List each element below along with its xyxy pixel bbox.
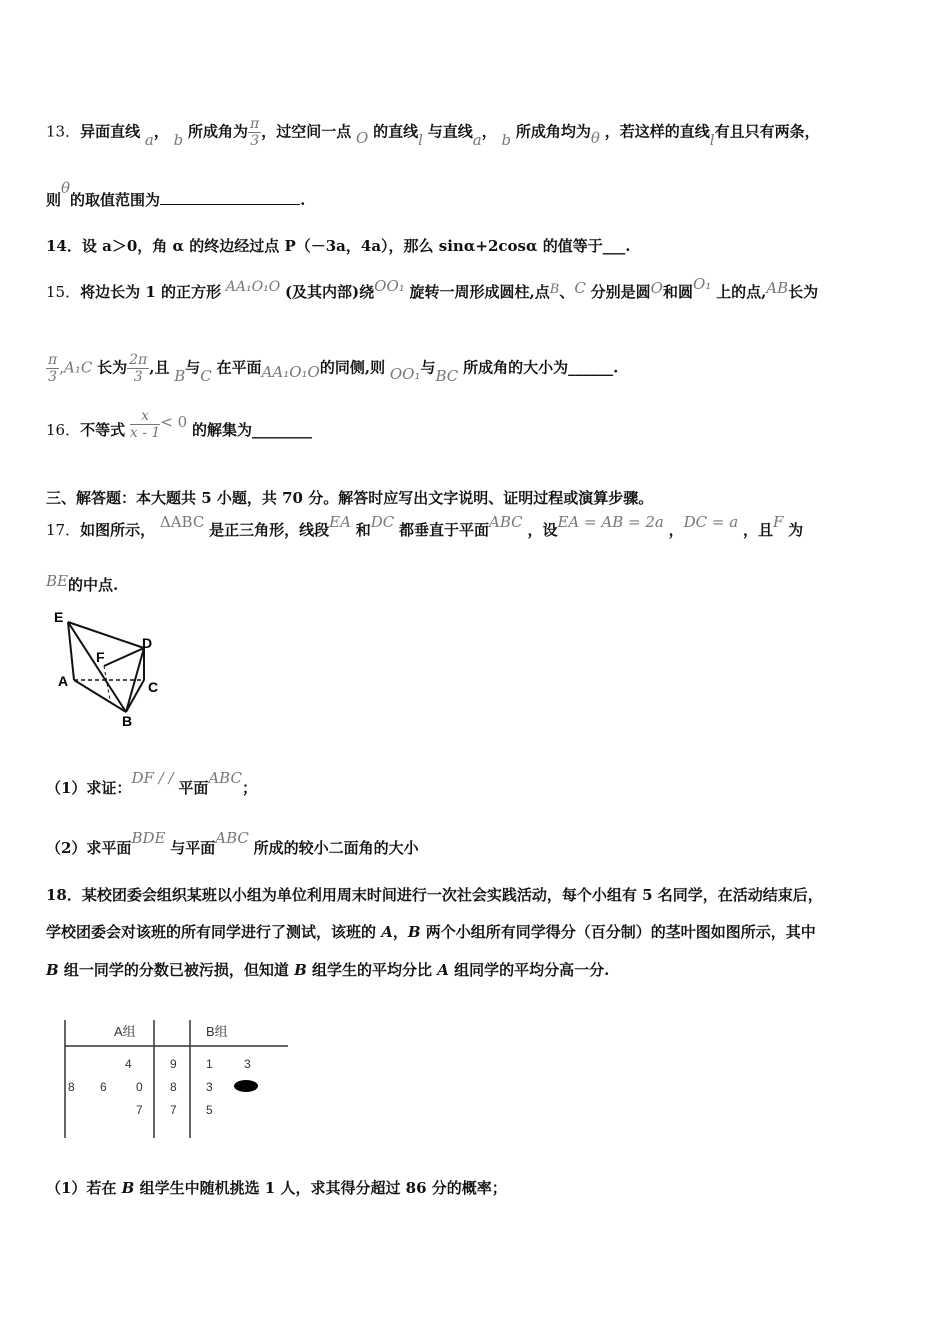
leaf-a: 7 (136, 1103, 143, 1117)
q18-line2: 学校团委会对该班的所有同学进行了测试，该班的 A，B 两个小组所有同学得分（百分制）的茎叶图如图所示，其中 (46, 923, 816, 941)
leaf-a: 6 (100, 1080, 107, 1094)
leaf-a: 0 (136, 1080, 143, 1094)
leaf-b: 1 (206, 1057, 213, 1071)
label-E: E (54, 609, 64, 625)
stem: 8 (170, 1080, 177, 1094)
q15-line2: $\frac{\pi}{3}$ ,A₁C 长为 $\frac{2\pi}{3}$ ,且 B与C 在平面AA₁O₁O的同侧,则 OO₁与BC 所成角的大小为______. (48, 352, 619, 385)
leaf-b: 3 (206, 1080, 213, 1094)
leaf-a: 8 (68, 1080, 75, 1094)
edge-AB (74, 680, 126, 712)
label-A: A (58, 673, 69, 689)
q13-line1: 13．异面直线 a， b 所成角为 $\frac{\pi}{3}$ ，过空间一点 O 的直线l 与直线a， b 所成角均为θ ，若这样的直线l有且只有两条， (46, 116, 820, 149)
edge-ED (68, 622, 144, 648)
stem: 7 (170, 1103, 177, 1117)
stem-leaf-plot (48, 1018, 298, 1142)
header-group-b: B组 (206, 1024, 228, 1039)
pi-over-3: $\frac{\pi}{3}$ (250, 116, 260, 149)
answer-blank (160, 190, 300, 205)
q18-part1: （1）若在 B 组学生中随机挑选 1 人，求其得分超过 86 分的概率； (46, 1179, 507, 1197)
q17-figure (48, 606, 178, 730)
smudged-score-blot (234, 1080, 258, 1092)
q17-part2: （2）求平面BDE 与平面ABC 所成的较小二面角的大小 (46, 829, 419, 857)
leaf-a: 4 (125, 1057, 132, 1071)
label-D: D (142, 635, 153, 651)
label-F: F (96, 649, 105, 665)
q17-line2: BE的中点. (46, 572, 119, 594)
q13-line2: 则θ的取值范围为 . (46, 179, 306, 209)
section-3-heading: 三、解答题：本大题共 5 小题，共 70 分。解答时应写出文字说明、证明过程或演算步骤。 (46, 489, 654, 507)
edge-DB (126, 648, 144, 712)
q17-part1: （1）求证：DF / / 平面ABC； (46, 769, 257, 797)
q14: 14．设 a＞0，角 α 的终边经过点 P（－3a，4a），那么 sinα+2cosα 的值等于___. (46, 237, 631, 255)
q15-line1: 15．将边长为 1 的正方形 AA₁O₁O (及其内部)绕OO₁ 旋转一周形成圆柱,点B、C 分别是圆O和圆O₁ 上的点,AB长为 (46, 275, 819, 301)
leaf-b: 3 (244, 1057, 251, 1071)
edge-EB (68, 622, 126, 712)
label-B: B (122, 713, 133, 729)
header-group-a: A组 (114, 1024, 136, 1039)
label-C: C (148, 679, 159, 695)
q18-line1: 18．某校团委会组织某班以小组为单位利用周末时间进行一次社会实践活动，每个小组有 5 名同学，在活动结束后， (46, 886, 823, 904)
stem: 9 (170, 1057, 177, 1071)
q16: 16．不等式 $\frac{x}{x - 1}$ < 0 的解集为________ (46, 407, 313, 441)
edge-FD (104, 648, 144, 666)
leaf-b: 5 (206, 1103, 213, 1117)
q18-line3: B 组一同学的分数已被污损，但知道 B 组学生的平均分比 A 组同学的平均分高一分. (46, 961, 610, 979)
q17-line1: 17．如图所示， ΔABC 是正三角形，线段EA 和DC 都垂直于平面ABC ，设EA = AB = 2a ，DC = a ，且F 为 (46, 513, 804, 539)
edge-BC (126, 680, 144, 712)
